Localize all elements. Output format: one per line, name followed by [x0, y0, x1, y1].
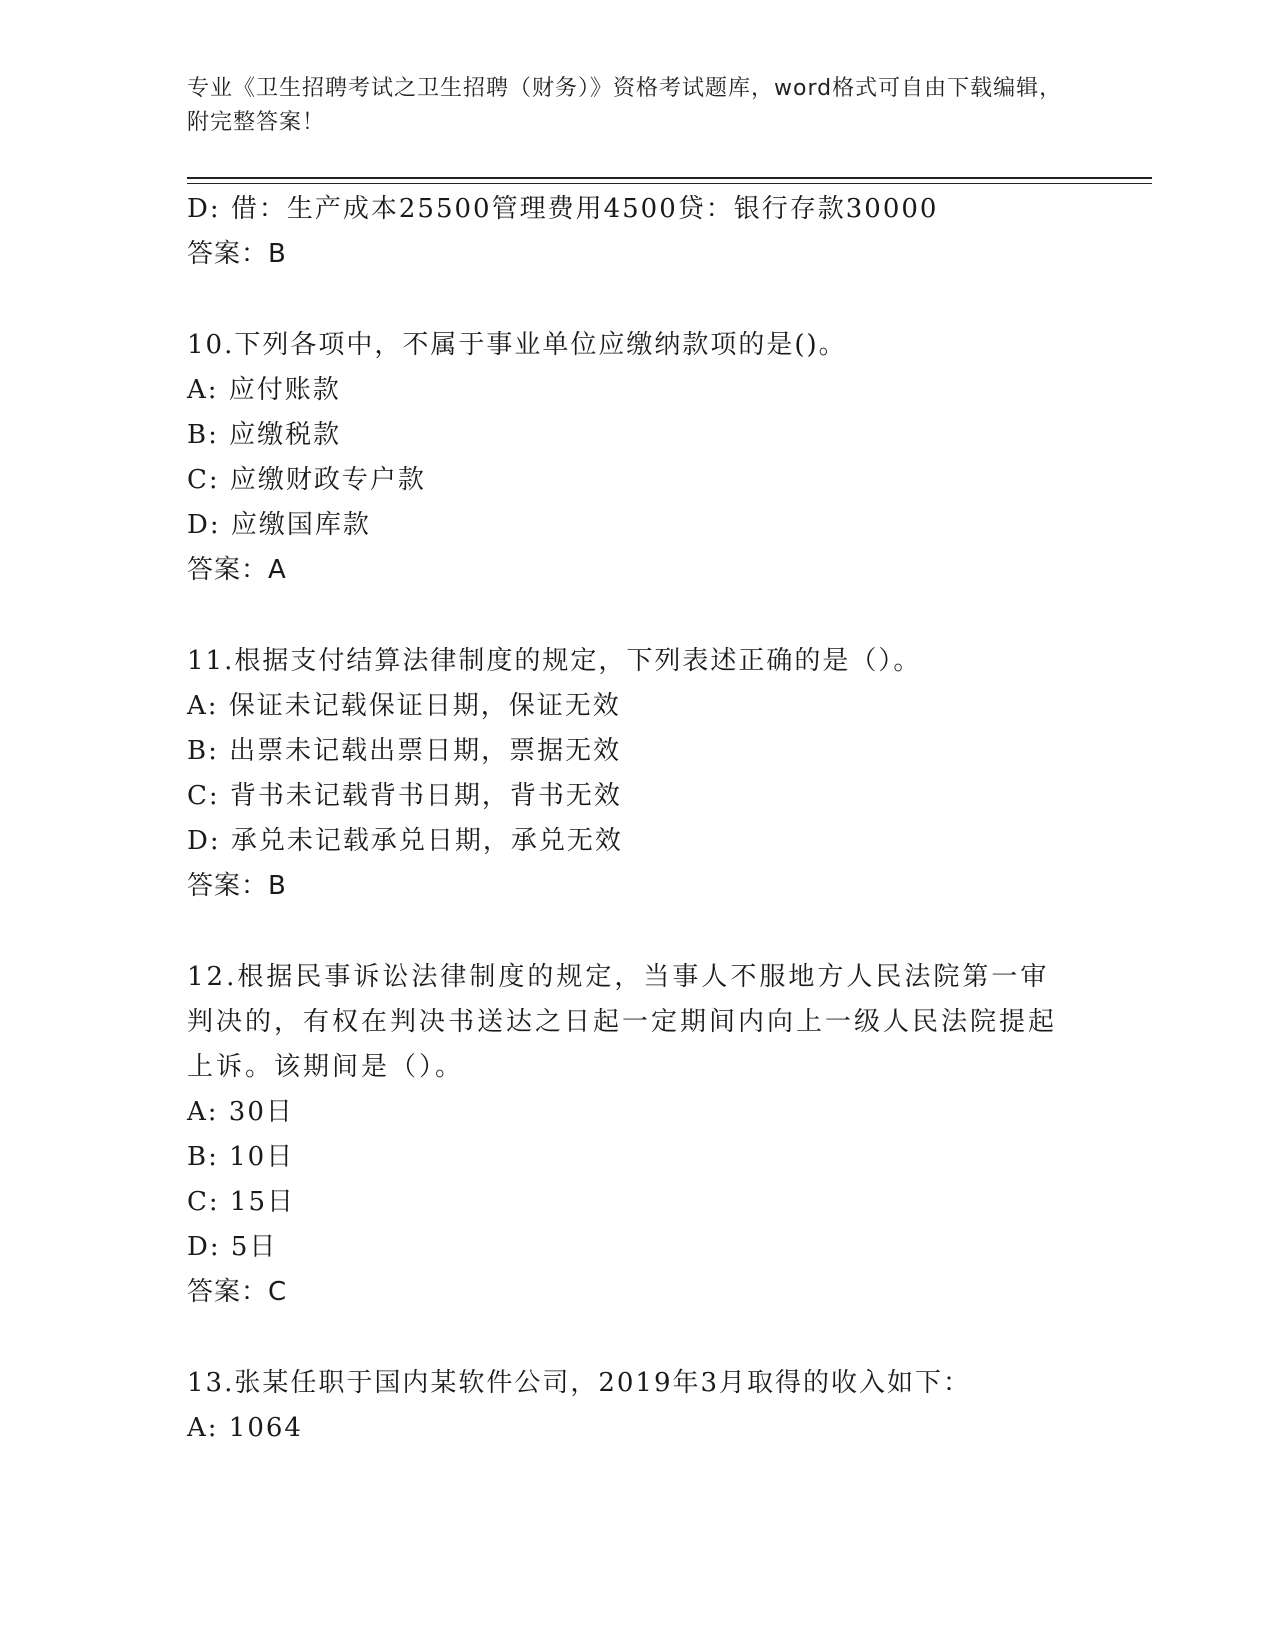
option-a: A: 保证未记载保证日期，保证无效: [187, 691, 621, 721]
prev-answer: 答案：B: [187, 239, 287, 269]
header-divider-thick: [187, 177, 1152, 179]
option-a: A: 1064: [187, 1413, 303, 1443]
document-header: 专业《卫生招聘考试之卫生招聘（财务）》资格考试题库，word格式可自由下载编辑，附完整答案！: [187, 76, 1063, 135]
question-12: [187, 955, 1087, 1315]
question-stem: 13.张某任职于国内某软件公司，2019年3月取得的收入如下：: [187, 1368, 972, 1398]
question-10: [187, 323, 1087, 593]
option-c: C: 背书未记载背书日期，背书无效: [187, 781, 622, 811]
answer: 答案：A: [187, 555, 287, 585]
option-c: C: 应缴财政专户款: [187, 465, 426, 495]
question-stem: 12.根据民事诉讼法律制度的规定，当事人不服地方人民法院第一审判决的，有权在判决书送达之日起一定期间内向上一级人民法院提起上诉。该期间是（）。: [187, 962, 1058, 1082]
question-stem: 11.根据支付结算法律制度的规定，下列表述正确的是（）。: [187, 646, 922, 676]
option-d: D: 承兑未记载承兑日期，承兑无效: [187, 826, 623, 856]
option-d: D: 应缴国库款: [187, 510, 371, 540]
prev-option-d: D: 借：生产成本25500管理费用4500贷：银行存款30000: [187, 194, 939, 224]
option-a: A: 30日: [187, 1097, 294, 1127]
header-divider-thin: [187, 183, 1152, 184]
question-stem: 10.下列各项中，不属于事业单位应缴纳款项的是()。: [187, 330, 847, 360]
option-b: B: 出票未记载出票日期，票据无效: [187, 736, 622, 766]
question-11: [187, 639, 1087, 909]
answer: 答案：B: [187, 871, 287, 901]
option-b: B: 应缴税款: [187, 420, 342, 450]
option-d: D: 5日: [187, 1232, 278, 1262]
question-list: [187, 187, 1087, 1451]
option-b: B: 10日: [187, 1142, 295, 1172]
answer: 答案：C: [187, 1277, 288, 1307]
question-13: [187, 1361, 1087, 1451]
option-c: C: 15日: [187, 1187, 296, 1217]
option-a: A: 应付账款: [187, 375, 341, 405]
